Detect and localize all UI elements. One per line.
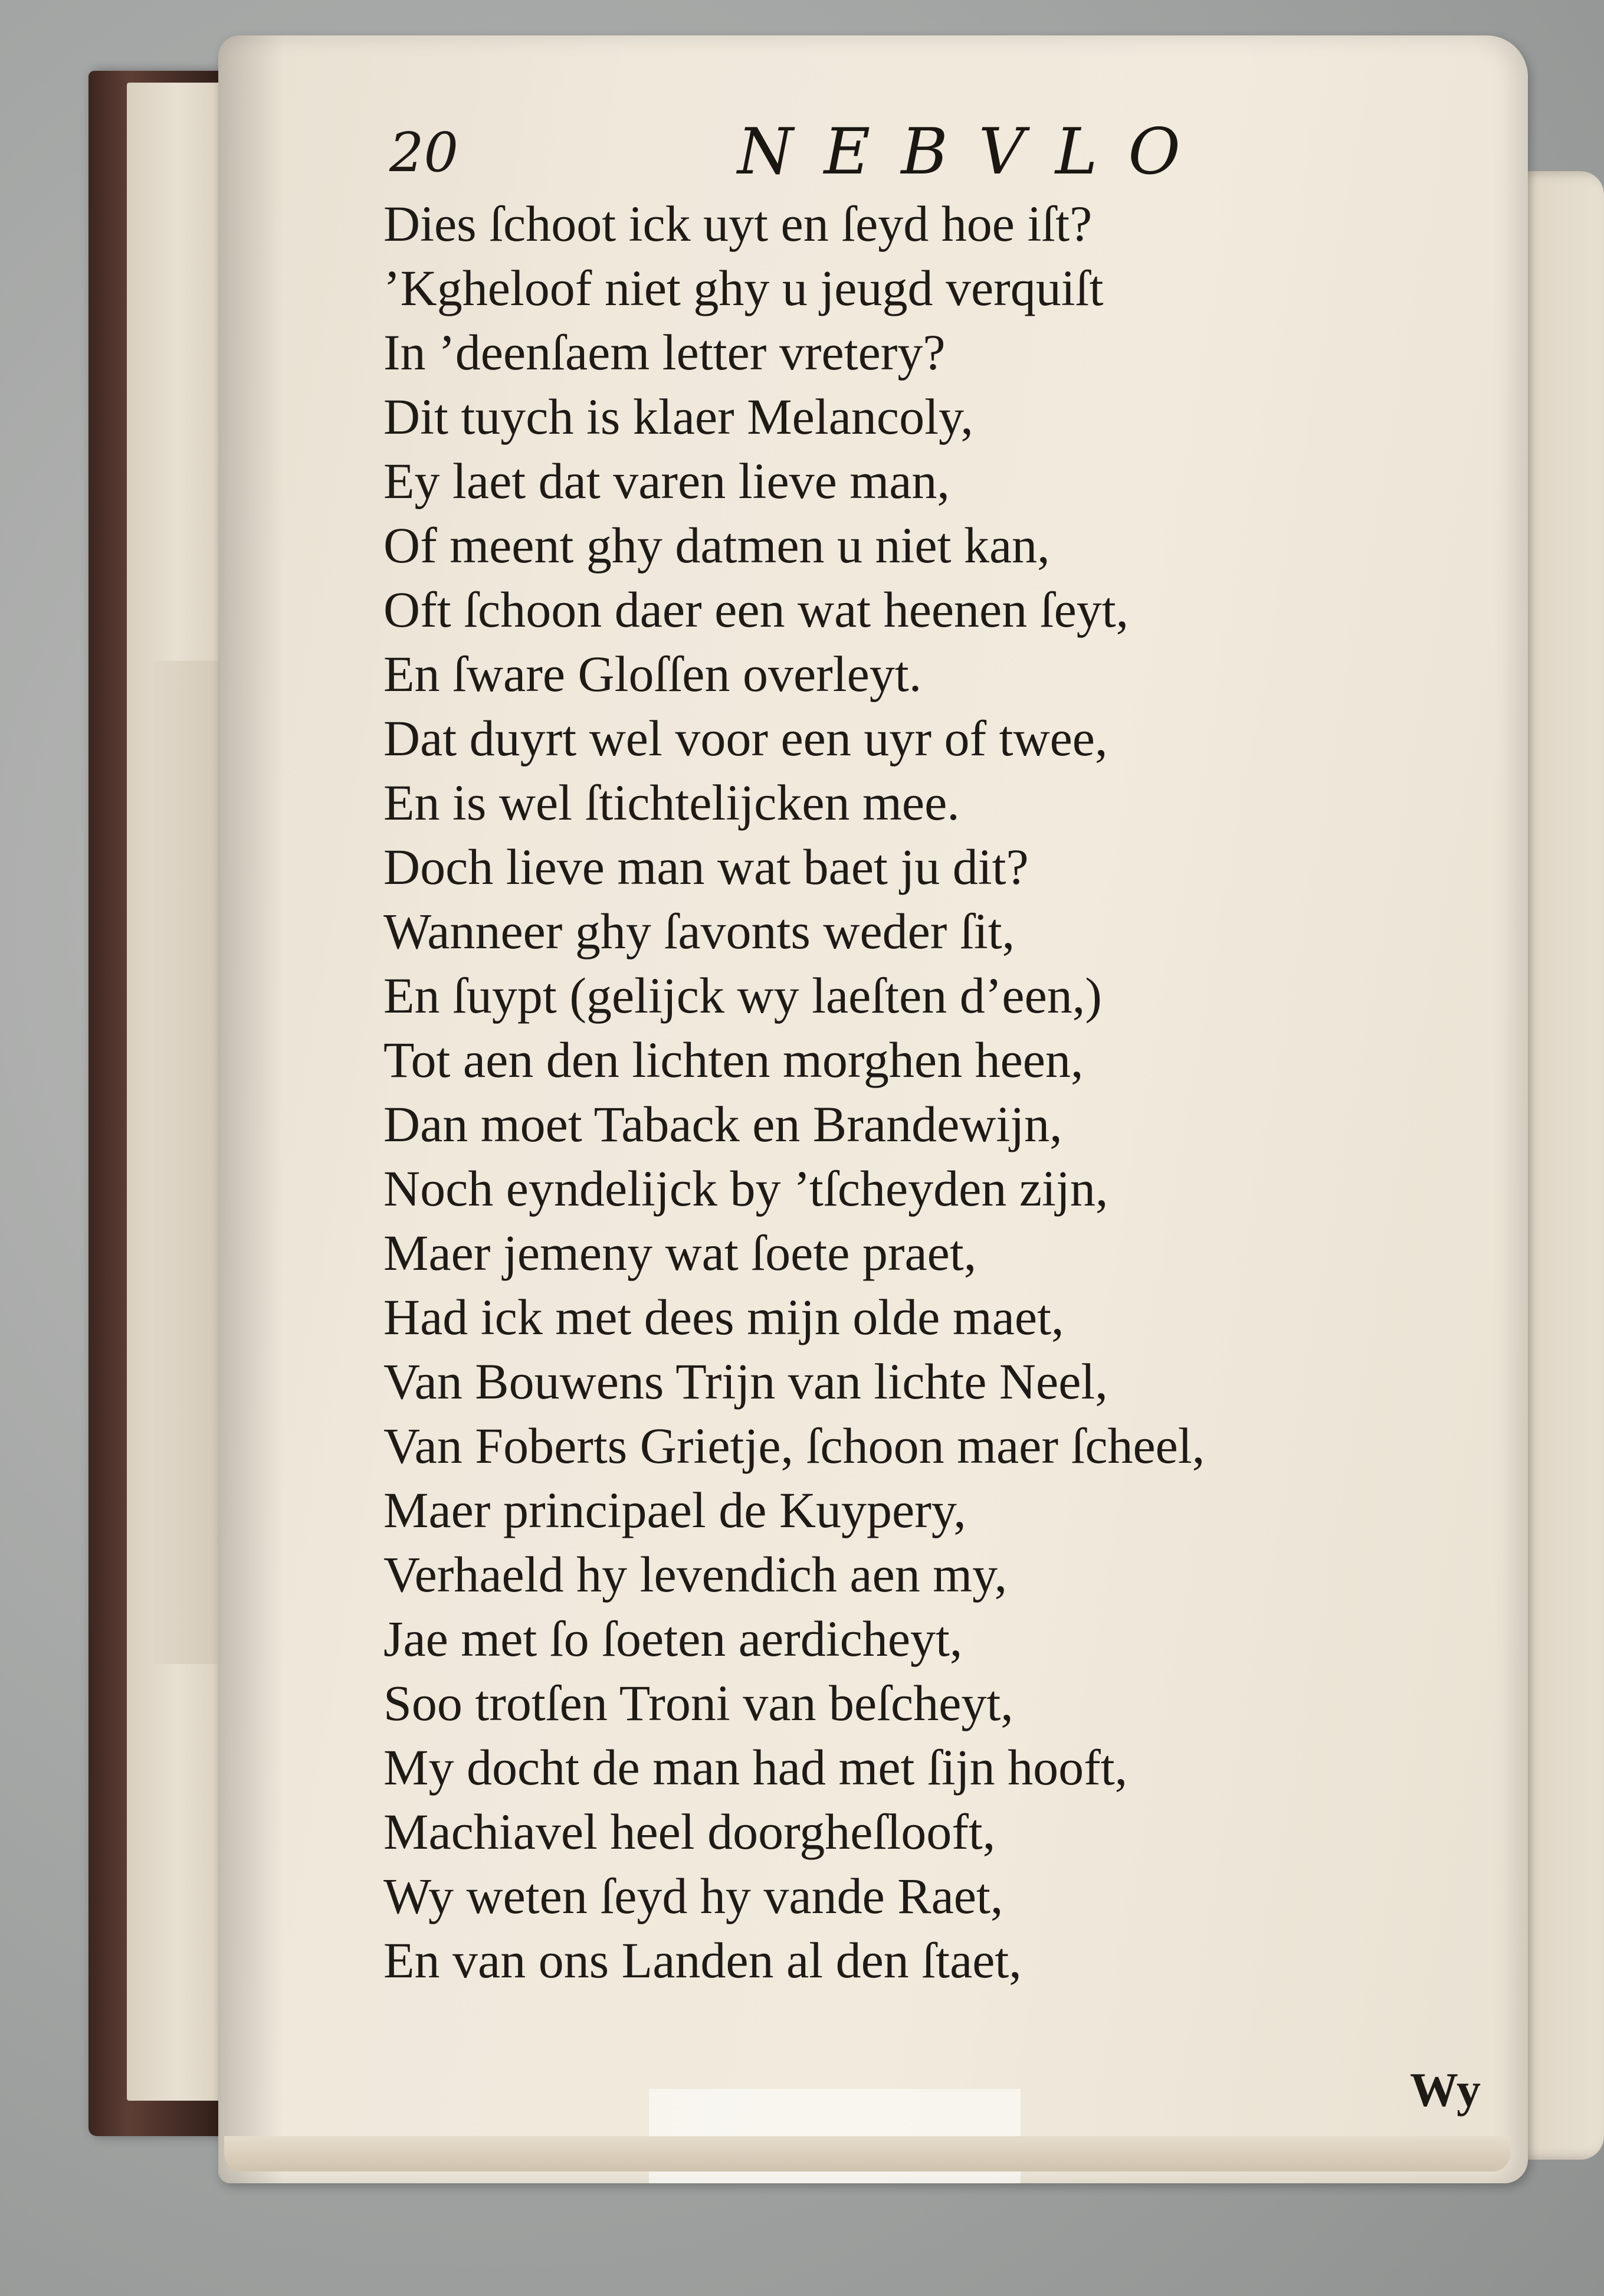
- verse-line: Van Foberts Grietje, ſchoon maer ſcheel,: [383, 1417, 1205, 1474]
- verse-line: Wy weten ſeyd hy vande Raet,: [383, 1868, 1003, 1924]
- verse-line: Oft ſchoon daer een wat heenen ſeyt,: [383, 581, 1129, 638]
- catchword: Wy: [1410, 2063, 1481, 2117]
- verse-line: Of meent ghy datmen u niet kan,: [383, 517, 1050, 574]
- verse-line: Wanneer ghy ſavonts weder ſit,: [383, 903, 1015, 959]
- verse-line: Jae met ſo ſoeten aerdicheyt,: [383, 1610, 963, 1667]
- verse-line: Verhaeld hy levendich aen my,: [383, 1546, 1008, 1603]
- verse-line: Dat duyrt wel voor een uyr of twee,: [383, 710, 1108, 767]
- verse-line: Had ick met dees mijn olde maet,: [383, 1289, 1064, 1345]
- verse-line: ’Kgheloof niet ghy u jeugd verquiſt: [383, 260, 1104, 316]
- verse-line: Maer principael de Kuypery,: [383, 1482, 966, 1538]
- verse-line: En ſware Gloſſen overleyt.: [383, 646, 922, 702]
- verse-line: En van ons Landen al den ſtaet,: [383, 1932, 1022, 1989]
- verse-line: My docht de man had met ſijn hooft,: [383, 1739, 1128, 1796]
- verse-line: Tot aen den lichten morghen heen,: [383, 1031, 1084, 1088]
- verse-line: Doch lieve man wat baet ju dit?: [383, 839, 1029, 895]
- verse-line: Dit tuych is klaer Melancoly,: [383, 388, 973, 445]
- verse-line: Soo trotſen Troni van beſcheyt,: [383, 1675, 1013, 1731]
- running-title: NEBVLO: [737, 115, 1211, 189]
- verse-line: In ’deenſaem letter vretery?: [383, 324, 946, 381]
- verse-line: Dies ſchoot ick uyt en ſeyd hoe iſt?: [383, 195, 1093, 252]
- verse-block: [383, 192, 1534, 1993]
- verse-line: Dan moet Taback en Brandewijn,: [383, 1096, 1062, 1152]
- verse-line: Ey laet dat varen lieve man,: [383, 453, 950, 509]
- verse-line: Noch eyndelijck by ’tſcheyden zijn,: [383, 1160, 1108, 1217]
- verse-line: Van Bouwens Trijn van lichte Neel,: [383, 1353, 1108, 1410]
- verse-line: En is wel ſtichtelijcken mee.: [383, 774, 960, 831]
- verse-line: En ſuypt (gelijck wy laeſten d’een,): [383, 967, 1102, 1024]
- verse-line: Maer jemeny wat ſoete praet,: [383, 1224, 977, 1281]
- page-number: 20: [389, 121, 459, 184]
- gutter-shadow: [218, 35, 283, 2183]
- page-edges: [224, 2136, 1510, 2171]
- verse-line: Machiavel heel doorgheſlooft,: [383, 1803, 996, 1860]
